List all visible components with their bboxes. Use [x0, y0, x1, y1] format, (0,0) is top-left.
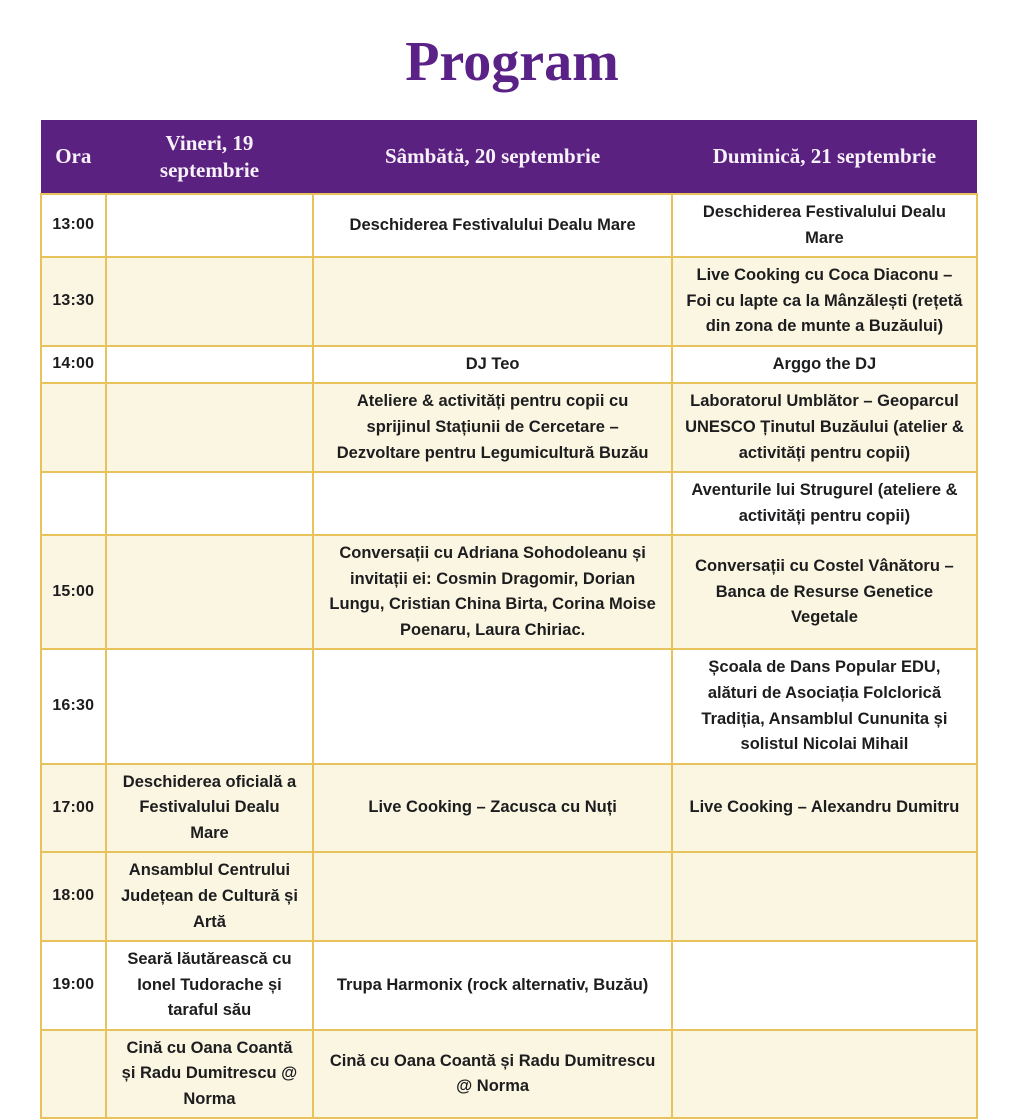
cell-saturday: Deschiderea Festivalului Dealu Mare: [313, 194, 671, 257]
cell-time: 14:00: [41, 346, 106, 384]
cell-friday: Deschiderea oficială a Festivalului Dealu Mare: [106, 764, 314, 853]
table-row: [41, 941, 977, 1030]
table-row: [41, 383, 977, 472]
cell-saturday: [313, 852, 671, 941]
cell-sunday: Aventurile lui Strugurel (ateliere & activități pentru copii): [672, 472, 977, 535]
header-saturday: Sâmbătă, 20 septembrie: [313, 120, 671, 194]
cell-time: 13:00: [41, 194, 106, 257]
cell-time: [41, 383, 106, 472]
header-sunday: Duminică, 21 septembrie: [672, 120, 977, 194]
cell-saturday: [313, 257, 671, 346]
schedule-table: [40, 120, 978, 1119]
header-ora: Ora: [41, 120, 106, 194]
header-row: [41, 120, 977, 194]
cell-time: 17:00: [41, 764, 106, 853]
cell-sunday: [672, 852, 977, 941]
cell-sunday: Școala de Dans Popular EDU, alături de Asociația Folclorică Tradiția, Ansamblul Cununita și solistul Nicolai Mihail: [672, 649, 977, 763]
cell-sunday: Live Cooking cu Coca Diaconu – Foi cu lapte ca la Mânzălești (rețetă din zona de munte a Buzăului): [672, 257, 977, 346]
cell-friday: [106, 649, 314, 763]
cell-friday: [106, 472, 314, 535]
cell-saturday: Trupa Harmonix (rock alternativ, Buzău): [313, 941, 671, 1030]
cell-time: [41, 1030, 106, 1119]
cell-friday: [106, 194, 314, 257]
cell-sunday: [672, 1030, 977, 1119]
cell-sunday: Conversații cu Costel Vânătoru – Banca de Resurse Genetice Vegetale: [672, 535, 977, 649]
cell-sunday: Deschiderea Festivalului Dealu Mare: [672, 194, 977, 257]
cell-friday: [106, 383, 314, 472]
cell-friday: Seară lăutărească cu Ionel Tudorache și taraful său: [106, 941, 314, 1030]
cell-friday: [106, 257, 314, 346]
cell-saturday: [313, 649, 671, 763]
cell-sunday: Laboratorul Umblător – Geoparcul UNESCO Ținutul Buzăului (atelier & activități pentru copii): [672, 383, 977, 472]
cell-sunday: [672, 941, 977, 1030]
program-table: [40, 120, 978, 1119]
table-row: [41, 194, 977, 257]
table-row: [41, 852, 977, 941]
cell-saturday: Conversații cu Adriana Sohodoleanu și invitații ei: Cosmin Dragomir, Dorian Lungu, Cristian China Birta, Corina Moise Poenaru, Laura Chiriac.: [313, 535, 671, 649]
table-row: [41, 535, 977, 649]
table-row: [41, 649, 977, 763]
cell-saturday: Ateliere & activități pentru copii cu sprijinul Stațiunii de Cercetare – Dezvoltare pentru Legumicultură Buzău: [313, 383, 671, 472]
header-friday: Vineri, 19 septembrie: [106, 120, 314, 194]
cell-time: 15:00: [41, 535, 106, 649]
cell-saturday: Live Cooking – Zacusca cu Nuți: [313, 764, 671, 853]
cell-friday: [106, 535, 314, 649]
table-row: [41, 764, 977, 853]
table-row: [41, 346, 977, 384]
cell-sunday: Live Cooking – Alexandru Dumitru: [672, 764, 977, 853]
cell-time: 18:00: [41, 852, 106, 941]
table-row: [41, 257, 977, 346]
cell-saturday: [313, 472, 671, 535]
page-title: Program: [405, 31, 619, 93]
cell-saturday: DJ Teo: [313, 346, 671, 384]
cell-friday: [106, 346, 314, 384]
cell-time: 19:00: [41, 941, 106, 1030]
table-row: [41, 1030, 977, 1119]
cell-saturday: Cină cu Oana Coantă și Radu Dumitrescu @ Norma: [313, 1030, 671, 1119]
cell-time: 16:30: [41, 649, 106, 763]
cell-friday: Ansamblul Centrului Județean de Cultură și Artă: [106, 852, 314, 941]
cell-time: [41, 472, 106, 535]
cell-friday: Cină cu Oana Coantă și Radu Dumitrescu @ Norma: [106, 1030, 314, 1119]
cell-time: 13:30: [41, 257, 106, 346]
cell-sunday: Arggo the DJ: [672, 346, 977, 384]
table-row: [41, 472, 977, 535]
